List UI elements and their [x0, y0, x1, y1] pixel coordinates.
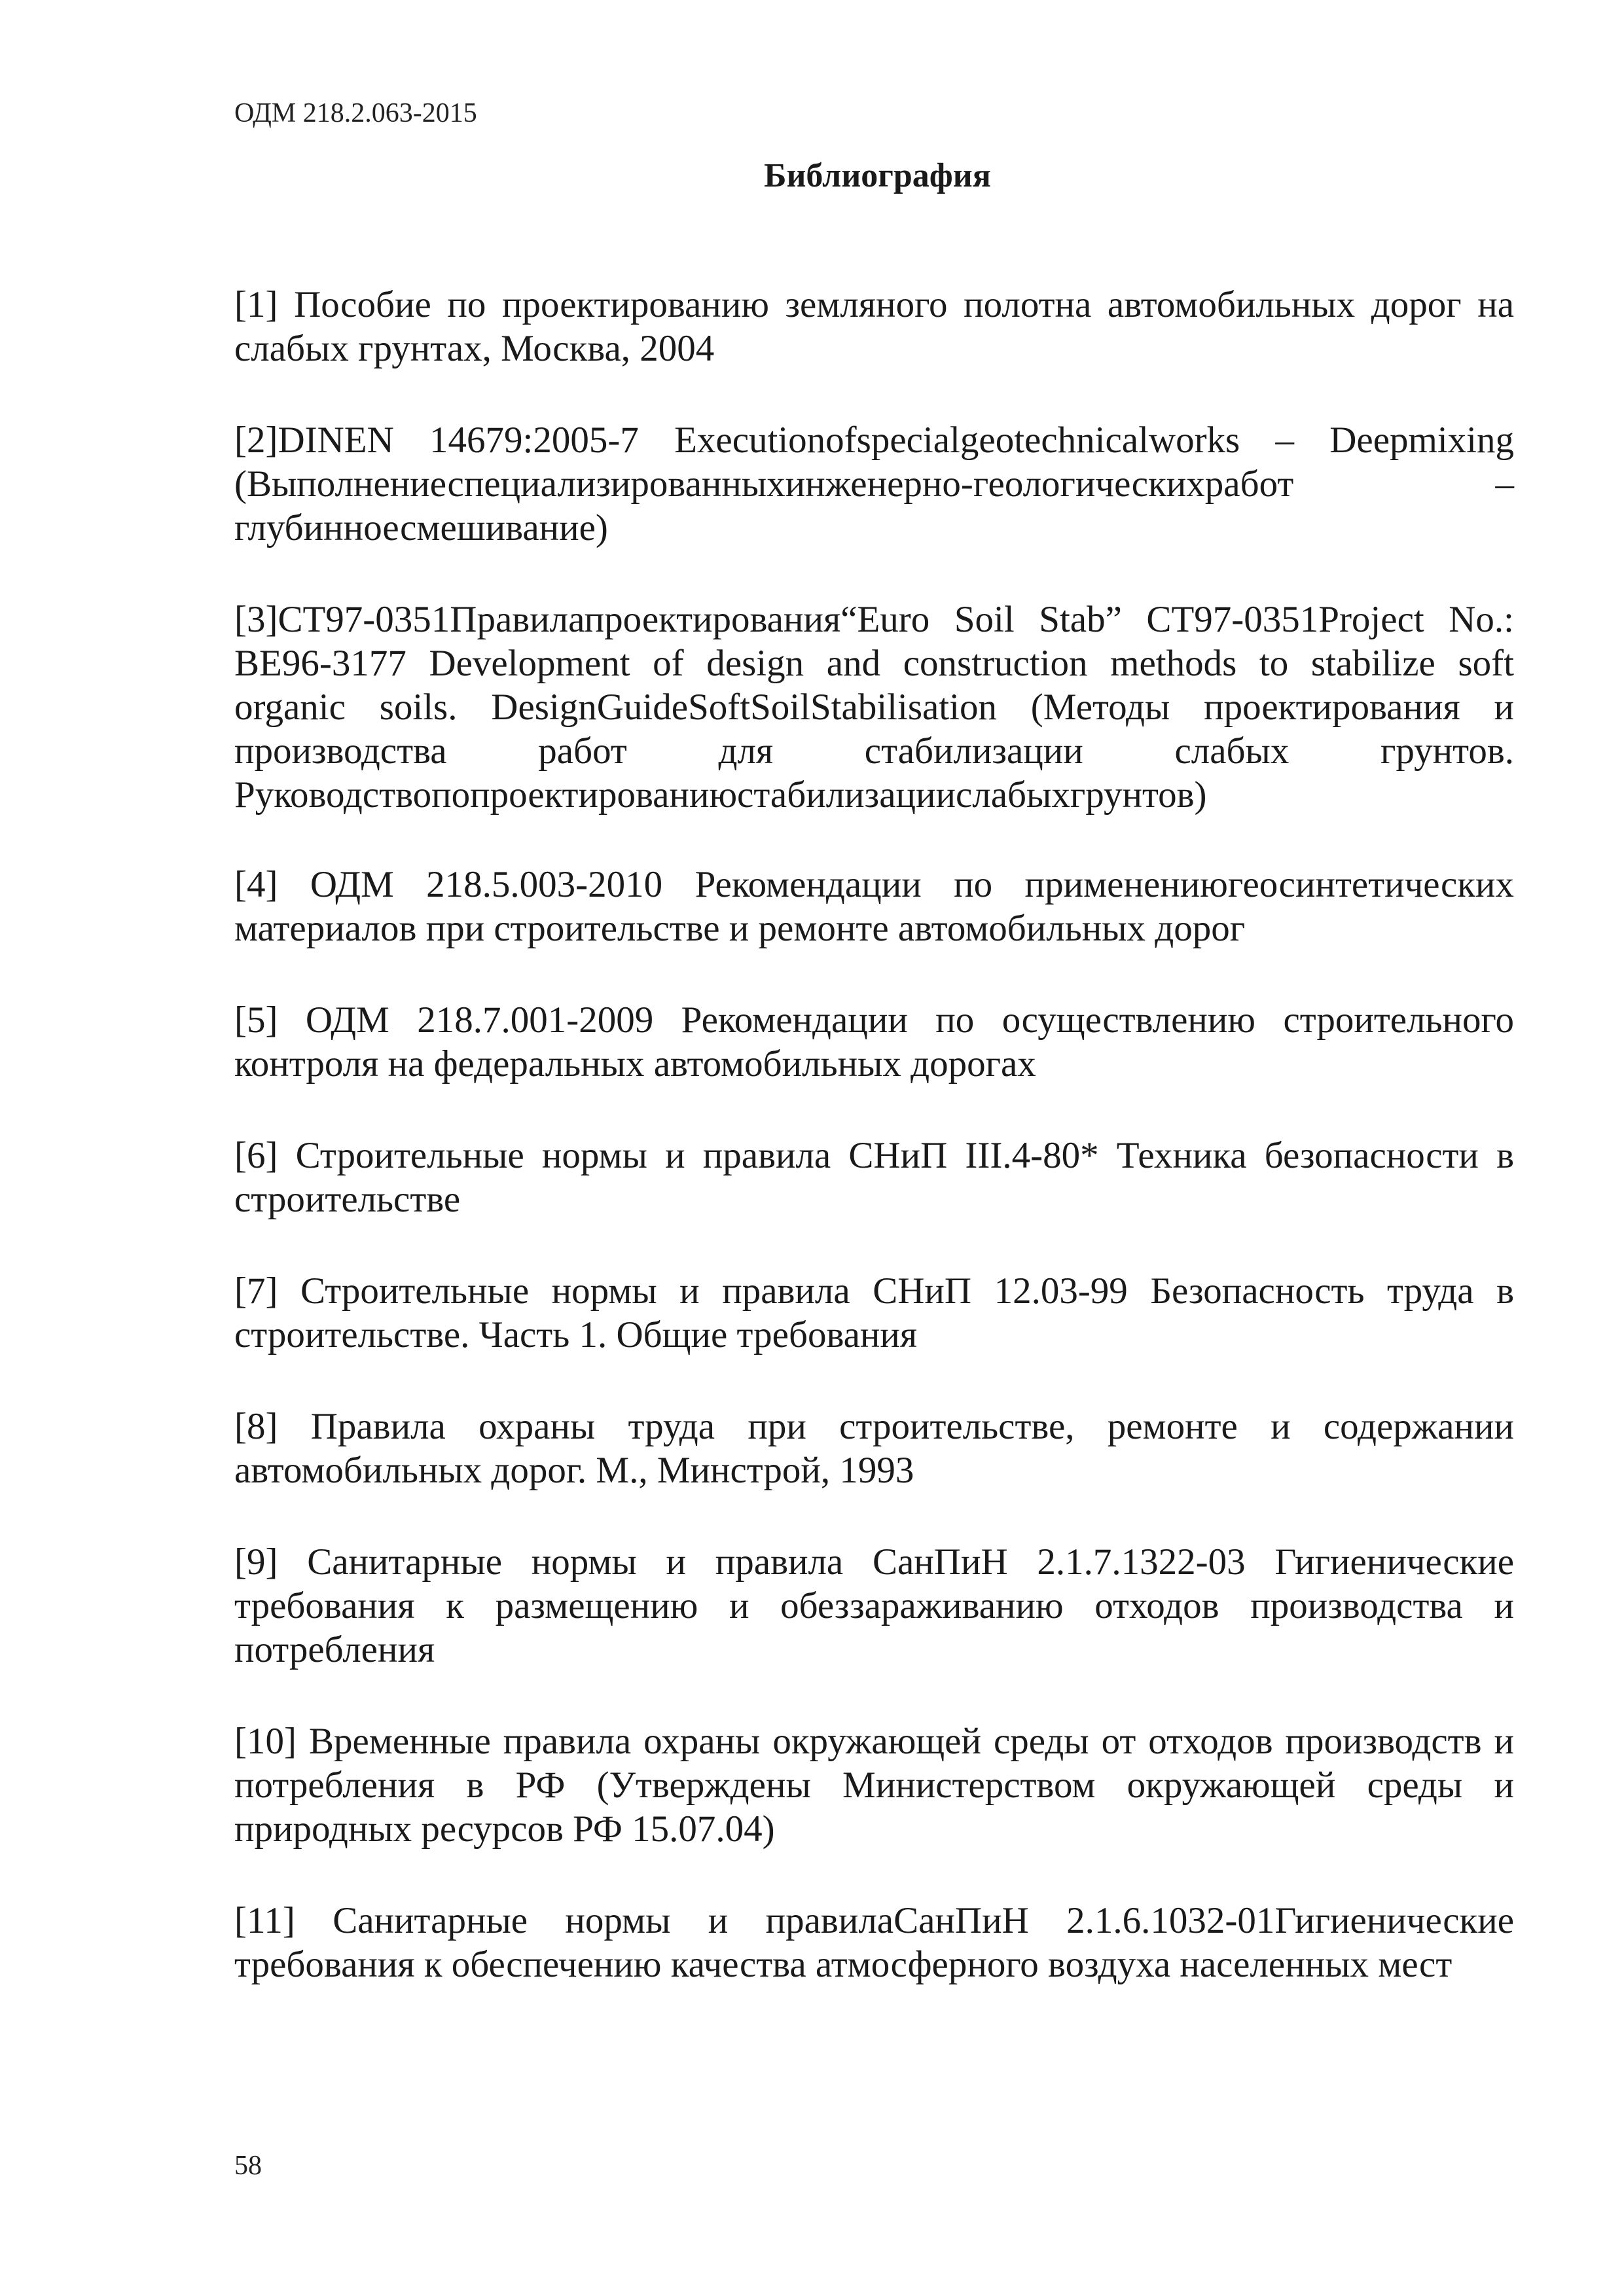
bibliography-item-11: [11] Санитарные нормы и правилаСанПиН 2.1.6.1032-01Гигиенические требования к обеспечению качества атмосферного воздуха населенных мест: [234, 1900, 1514, 1985]
page-number: 58: [234, 2151, 262, 2181]
bibliography-item-3: [3]CT97-0351Правилапроектирования“Euro Soil Stab” CT97-0351Project No.: BE96-3177 Development of design and construction methods to stabilize soft organic soils. DesignGuideSoftSoilStabilisation (Методы проектирования и производства работ для стабилизации слабых грунтов. Руководствопопроектированиюстабилизациислабыхгрунтов): [234, 599, 1514, 816]
bibliography-item-5: [5] ОДМ 218.7.001-2009 Рекомендации по осуществлению строительного контроля на федеральных автомобильных дорогах: [234, 999, 1514, 1085]
bibliography-list: [234, 283, 1514, 2034]
bibliography-item-1: [1] Пособие по проектированию земляного полотна автомобильных дорог на слабых грунтах, Москва, 2004: [234, 284, 1514, 369]
bibliography-item-6: [6] Строительные нормы и правила СНиП III.4-80* Техника безопасности в строительстве: [234, 1135, 1514, 1220]
page-title: Библиография: [764, 157, 991, 194]
bibliography-item-9: [9] Санитарные нормы и правила СанПиН 2.1.7.1322-03 Гигиенические требования к размещению и обеззараживанию отходов производства и потребления: [234, 1541, 1514, 1670]
bibliography-item-7: [7] Строительные нормы и правила СНиП 12.03-99 Безопасность труда в строительстве. Часть 1. Общие требования: [234, 1270, 1514, 1355]
bibliography-item-4: [4] ОДМ 218.5.003-2010 Рекомендации по применениюгеосинтетических материалов при строительстве и ремонте автомобильных дорог: [234, 864, 1514, 949]
document-code-header: ОДМ 218.2.063-2015: [234, 98, 477, 128]
bibliography-item-8: [8] Правила охраны труда при строительстве, ремонте и содержании автомобильных дорог. М., Минстрой, 1993: [234, 1406, 1514, 1491]
bibliography-item-2: [2]DINEN 14679:2005-7 Executionofspecialgeotechnicalworks – Deepmixing (Выполнениеспециализированныхинженерно-геологическихработ – глубинноесмешивание): [234, 420, 1514, 548]
bibliography-item-10: [10] Временные правила охраны окружающей среды от отходов производств и потребления в РФ (Утверждены Министерством окружающей среды и природных ресурсов РФ 15.07.04): [234, 1721, 1514, 1850]
